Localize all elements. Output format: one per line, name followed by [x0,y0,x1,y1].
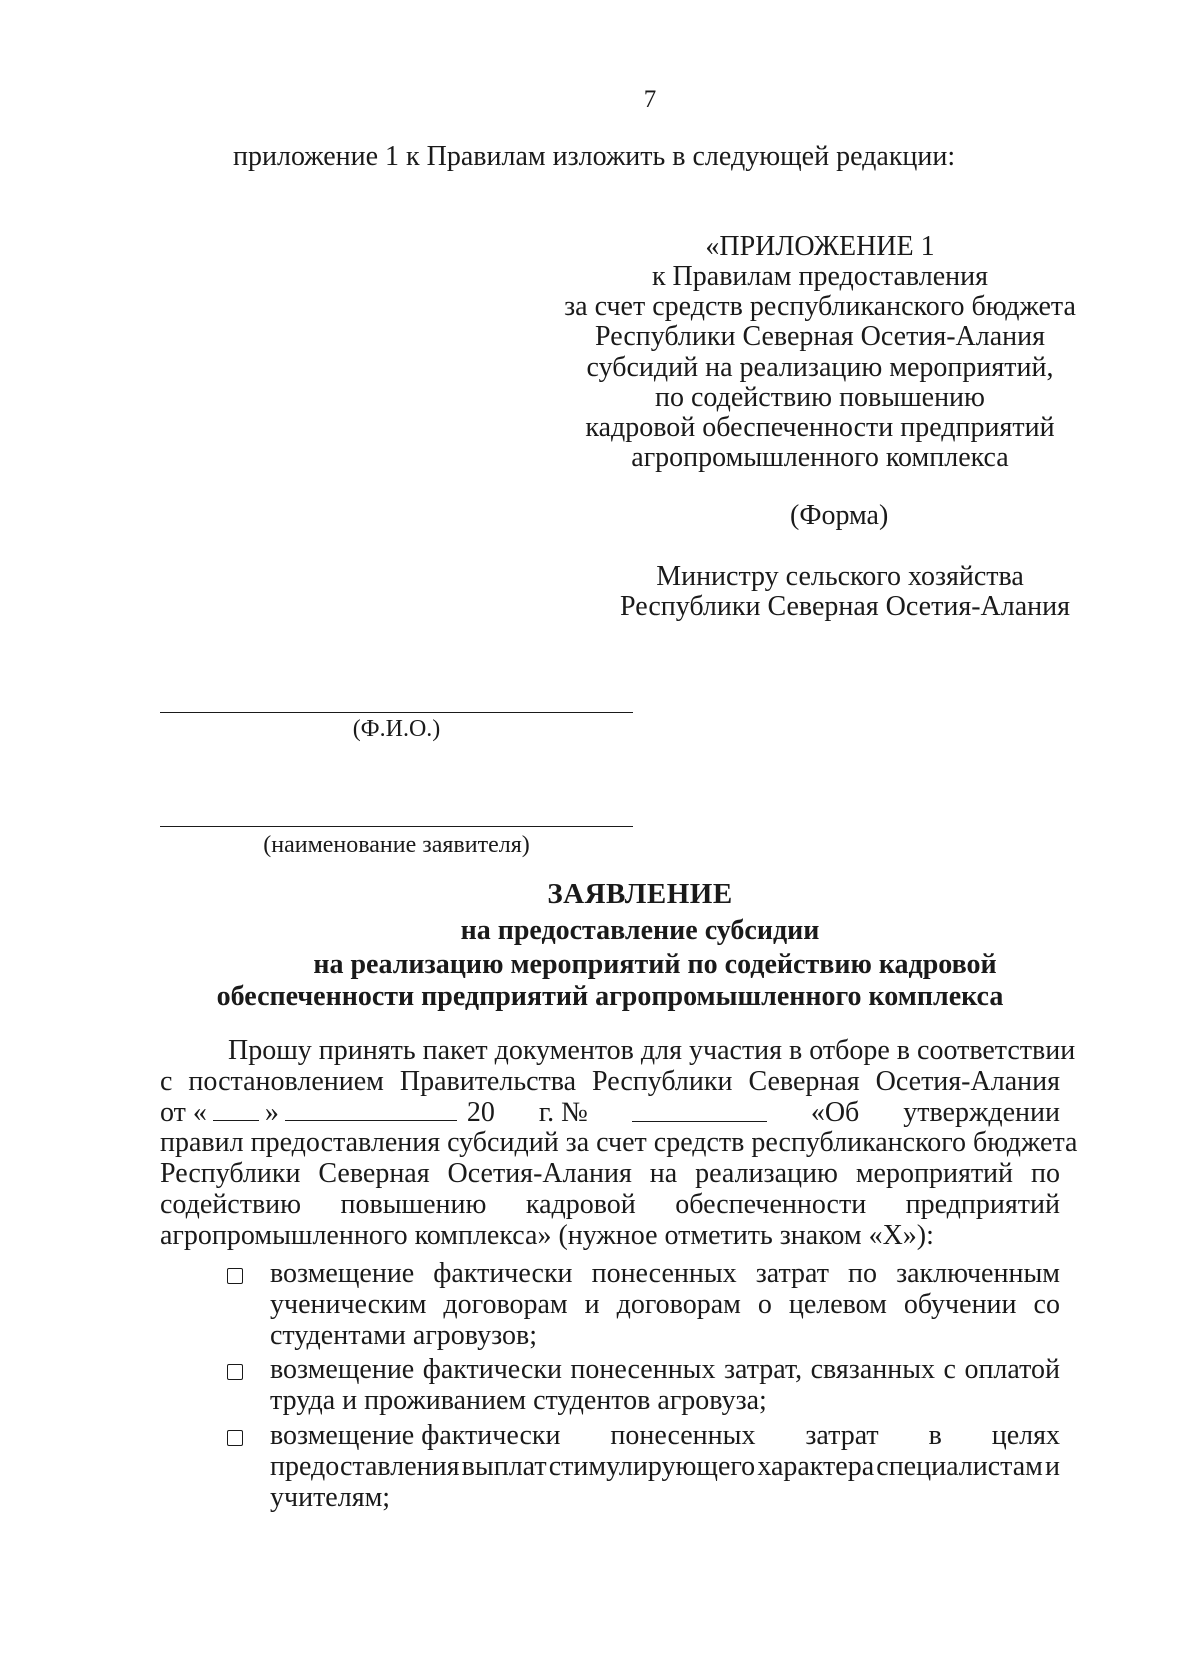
word: в [928,1419,942,1451]
addressee-line: Министру сельского хозяйства [656,561,1024,592]
option-line [270,1259,1060,1290]
word: по [1030,1158,1060,1190]
option-checkbox[interactable] [227,1268,243,1284]
option-line [270,1290,1060,1321]
request-paragraph [160,1035,1078,1252]
form-label: (Форма) [790,500,889,531]
appendix-line: субсидий на реализацию мероприятий, [586,351,1054,383]
word: Правительства [399,1065,577,1097]
paragraph-line: Прошу принять пакет документов для участия в отборе в соответствии [228,1035,1076,1066]
option-item [225,1259,1060,1351]
word: заключенным [896,1258,1060,1289]
word: реализацию [695,1158,838,1190]
day-blank [213,1098,259,1121]
word: с [943,1354,956,1386]
appendix-header [555,232,1085,473]
word: понесенных [591,1258,737,1289]
word: договорам [616,1288,741,1320]
word: затрат, [723,1354,803,1386]
paragraph-line [160,1067,1060,1098]
options-list [225,1259,1060,1517]
appendix-line: агропромышленного комплекса [631,442,1009,474]
word: по [848,1258,878,1289]
appendix-line: к Правилам предоставления [651,261,989,292]
word: обучении [903,1288,1017,1320]
word: о [757,1288,772,1320]
paragraph-line: правил предоставления субсидий за счет средств республиканского бюджета [160,1127,1078,1159]
appendix-line: по содействию повышению [655,381,985,413]
appendix-line: за счет средств республиканского бюджета [564,291,1076,323]
word: возмещение [270,1354,415,1386]
applicant-blank-line [160,826,633,827]
year-prefix: 20 [466,1096,495,1128]
paragraph-line [160,1190,1060,1221]
word: предоставления [270,1450,460,1482]
word: договорам [443,1288,568,1320]
word: предприятий [905,1188,1060,1220]
appendix-title: «ПРИЛОЖЕНИЕ 1 [705,231,935,262]
word: понесенных [610,1419,756,1451]
option-line [270,1355,1060,1386]
word: Осетия-Алания [447,1158,632,1190]
option-line: учителям; [270,1481,391,1513]
word: мероприятий [855,1158,1014,1190]
word: и [584,1288,600,1320]
option-checkbox[interactable] [227,1364,243,1380]
appendix-line: Республики Северная Осетия-Алания [595,321,1045,353]
word: характера [757,1450,875,1482]
word: возмещение [270,1258,415,1289]
word: оплатой [964,1354,1060,1386]
document-subtitle: обеспеченности предприятий агропромышленного комплекса [216,981,1004,1012]
document-title: ЗАЯВЛЕНИЕ [547,878,733,910]
word: фактически [433,1258,573,1289]
addressee-line: Республики Северная Осетия-Алания [620,591,1070,622]
option-line: студентами агровузов; [270,1319,537,1351]
number-label: г. № [538,1096,588,1128]
date-number-line [160,1098,1060,1129]
word: Республики [160,1158,301,1190]
document-subtitle: на реализацию мероприятий по содействию кадровой [313,949,997,980]
word: на [649,1158,678,1190]
fio-blank-line [160,712,633,713]
word: возмещение фактически [270,1419,561,1451]
word: ученическим [270,1288,427,1320]
word: Северная [318,1158,430,1190]
date-field [160,1098,495,1129]
word: и [1045,1450,1060,1482]
word: Осетия-Алания [875,1065,1060,1097]
word: выплат [461,1450,547,1482]
applicant-caption: (наименование заявителя) [263,832,530,858]
word: затрат [755,1258,829,1289]
page-number: 7 [643,86,657,113]
word: обеспеченности [675,1188,867,1220]
option-line [270,1421,1060,1452]
fio-caption: (Ф.И.О.) [352,716,441,742]
word: Северная [748,1065,860,1097]
word: фактически [422,1354,562,1386]
option-item [225,1421,1060,1513]
word: с [160,1065,173,1097]
word: повышению [340,1188,487,1220]
date-quote: » [264,1096,279,1128]
option-checkbox[interactable] [227,1430,243,1446]
word: стимулирующего [548,1450,756,1482]
date-prefix: от « [160,1096,207,1128]
word: «Об [810,1096,860,1128]
word: кадровой [525,1188,636,1220]
month-blank [285,1098,457,1121]
word: со [1033,1288,1060,1320]
word: специалистам [876,1450,1043,1482]
word: утверждении [903,1096,1060,1128]
option-line: труда и проживанием студентов агровуза; [270,1385,767,1417]
word: затрат [805,1419,879,1451]
word: понесенных [570,1354,716,1386]
word: целях [991,1419,1060,1451]
word: постановлением [188,1065,384,1097]
option-item [225,1355,1060,1417]
word: связанных [810,1354,936,1386]
number-blank [632,1099,767,1122]
word: целевом [788,1288,887,1320]
option-line [270,1452,1060,1483]
paragraph-line [160,1159,1060,1190]
word: содействию [160,1188,302,1220]
addressee [620,561,1070,622]
intro-line: приложение 1 к Правилам изложить в следующей редакции: [233,141,956,172]
appendix-line: кадровой обеспеченности предприятий [585,412,1055,444]
word: Республики [592,1065,733,1097]
paragraph-line: агропромышленного комплекса» (нужное отметить знаком «Х»): [160,1219,934,1251]
document-subtitle: на предоставление субсидии [460,915,820,946]
